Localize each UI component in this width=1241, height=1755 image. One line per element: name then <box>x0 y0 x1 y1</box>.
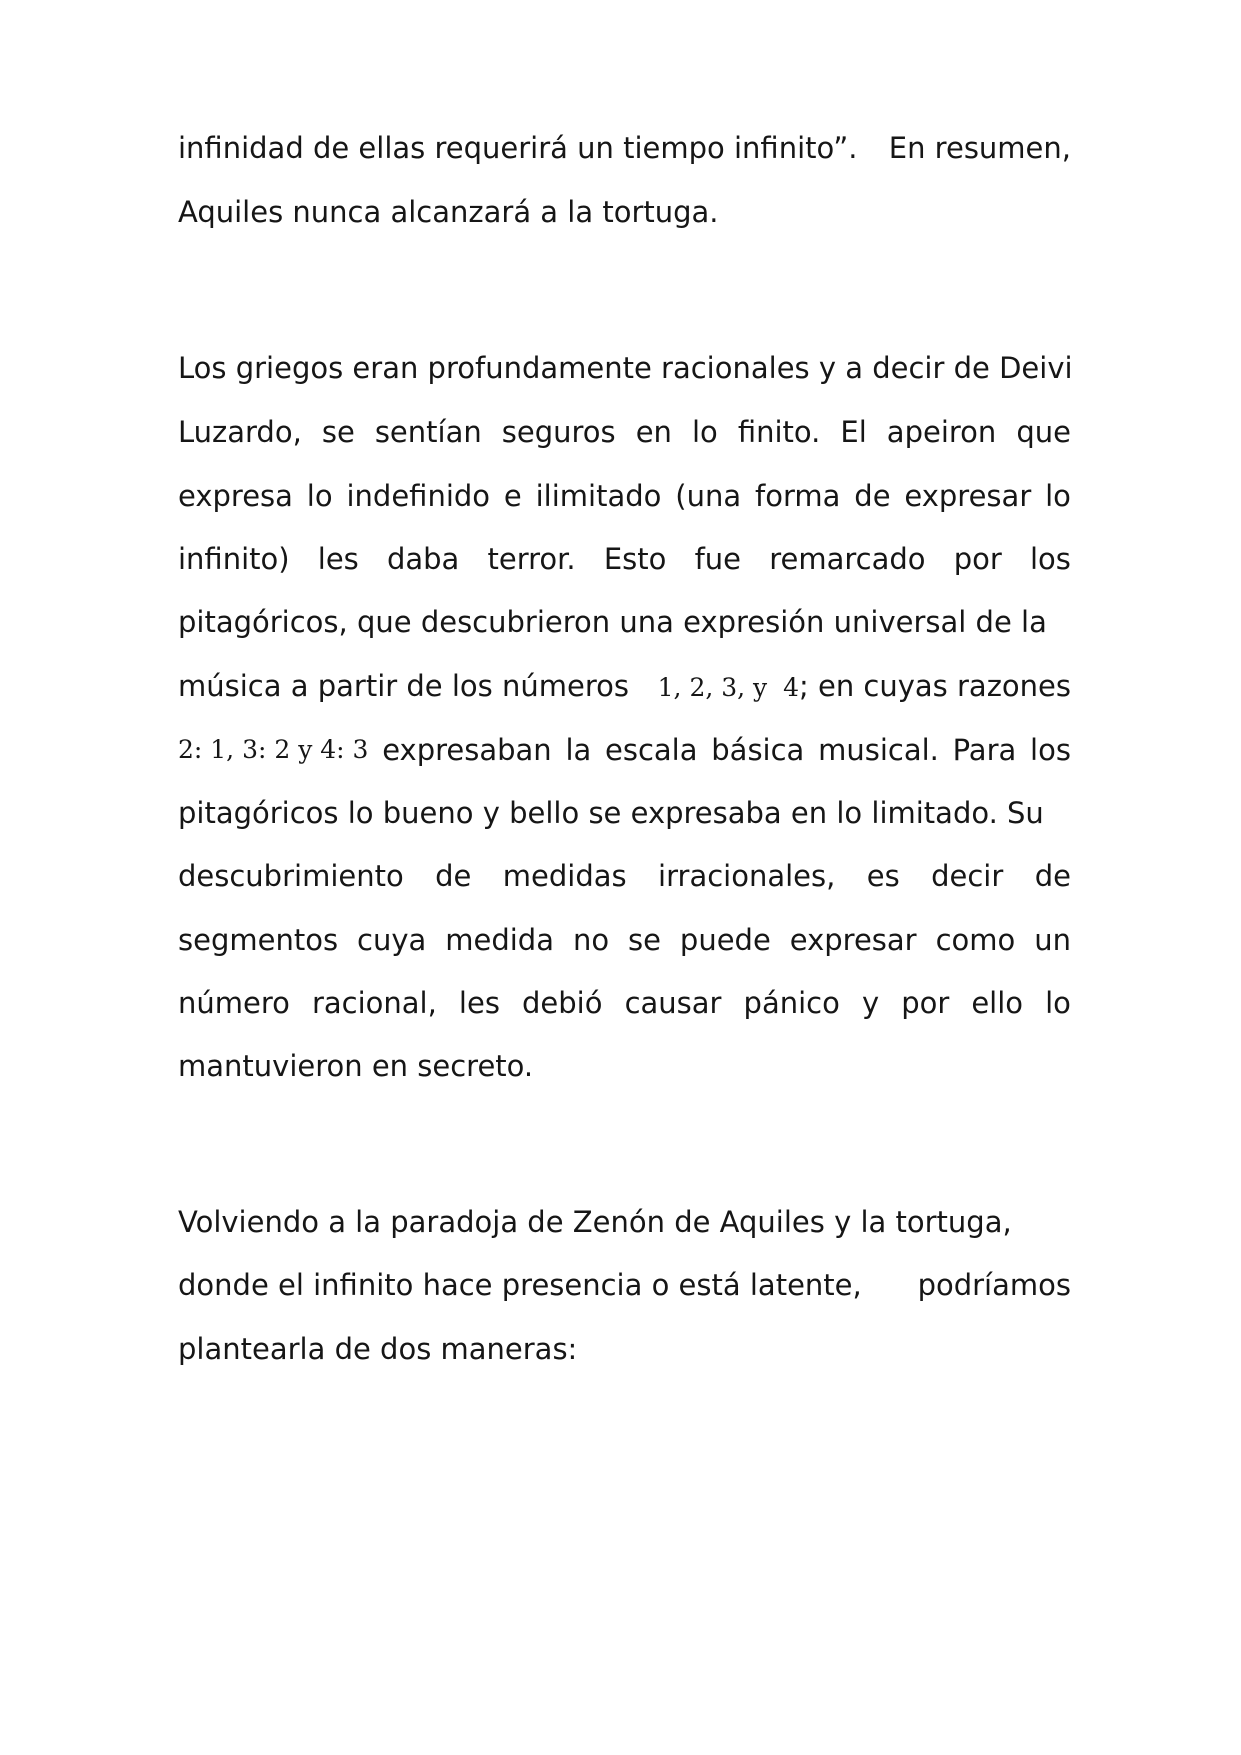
word: terror. <box>487 542 576 576</box>
word: cuya <box>357 923 427 957</box>
word: sentían <box>374 415 482 449</box>
paragraph-2-line-2 <box>178 412 1071 452</box>
paragraph-2-line-9 <box>178 856 1071 896</box>
word: pánico <box>743 986 840 1020</box>
word: es <box>866 859 900 893</box>
paragraph-2-line-10 <box>178 920 1071 960</box>
word: indefinido <box>346 479 491 513</box>
word: (una <box>675 479 742 513</box>
paragraph-2-line-12: mantuvieron en secreto. <box>178 1049 534 1083</box>
word: expresa <box>178 479 293 513</box>
word: básica <box>711 733 805 767</box>
text-segment: ; en cuyas razones <box>798 669 1071 703</box>
paragraph-3-line-1 <box>178 1202 1071 1242</box>
word: forma <box>755 479 841 513</box>
paragraph-3-line-2 <box>178 1265 1071 1305</box>
word: los <box>1029 542 1071 576</box>
paragraph-2-line-3 <box>178 476 1071 516</box>
word: lo <box>1045 986 1071 1020</box>
word: daba <box>386 542 460 576</box>
word: Esto <box>603 542 667 576</box>
word: medidas <box>502 859 627 893</box>
word: debió <box>522 986 603 1020</box>
word: puede <box>679 923 771 957</box>
word: descubrimiento <box>178 859 404 893</box>
word: remarcado <box>769 542 926 576</box>
word: causar <box>624 986 722 1020</box>
text-segment: música a partir de los números <box>178 669 629 703</box>
word: seguros <box>501 415 616 449</box>
text-segment: Los griegos eran profundamente racionales y a decir de Deivi <box>178 351 1073 385</box>
word: racional, <box>311 986 437 1020</box>
word: fue <box>694 542 742 576</box>
word: ello <box>971 986 1024 1020</box>
paragraph-2-line-11 <box>178 983 1071 1023</box>
word: El <box>840 415 867 449</box>
word: expresar <box>904 479 1032 513</box>
paragraph-1-line-2: Aquiles nunca alcanzará a la tortuga. <box>178 195 719 229</box>
word: les <box>458 986 500 1020</box>
word: les <box>317 542 359 576</box>
word: de <box>435 859 472 893</box>
word: musical. <box>818 733 939 767</box>
word: lo <box>691 415 718 449</box>
word: por <box>901 986 950 1020</box>
paragraph-2-line-8 <box>178 793 1071 833</box>
word: expresaban <box>382 733 552 767</box>
text-segment: donde el infinito hace presencia o está latente, <box>178 1268 862 1302</box>
word: e <box>503 479 522 513</box>
word: apeiron <box>886 415 997 449</box>
text-segment: Volviendo a la paradoja de Zenón de Aquiles y la tortuga, <box>178 1205 1012 1239</box>
text-segment: En resumen, <box>888 131 1071 165</box>
word: ilimitado <box>535 479 662 513</box>
word: se <box>628 923 661 957</box>
text-segment: pitagóricos, que descubrieron una expresión universal de la <box>178 605 1047 639</box>
word: irracionales, <box>658 859 836 893</box>
paragraph-2-line-5 <box>178 602 1071 642</box>
word: de <box>1034 859 1071 893</box>
word: número <box>178 986 290 1020</box>
word: se <box>321 415 355 449</box>
math-numbers: 1, 2, 3, y 4 <box>657 673 799 702</box>
paragraph-3-line-3: plantearla de dos maneras: <box>178 1332 578 1366</box>
paragraph-1-line-1 <box>178 128 1071 168</box>
paragraph-2-line-4 <box>178 539 1071 579</box>
word: Para <box>952 733 1017 767</box>
word: finito. <box>737 415 821 449</box>
word: no <box>572 923 610 957</box>
math-ratios: 2: 1, 3: 2 y 4: 3 <box>178 735 369 764</box>
text-segment: podríamos <box>917 1268 1071 1302</box>
word: lo <box>1045 479 1071 513</box>
word: lo <box>306 479 333 513</box>
word: infinito) <box>178 542 290 576</box>
word: segmentos <box>178 923 339 957</box>
text-segment: infinidad de ellas requerirá un tiempo infinito”. <box>178 131 858 165</box>
word: decir <box>931 859 1004 893</box>
word: y <box>861 986 880 1020</box>
paragraph-2-line-6 <box>178 666 1071 708</box>
text-segment: pitagóricos lo bueno y bello se expresaba en lo limitado. Su <box>178 796 1044 830</box>
word: un <box>1034 923 1071 957</box>
word: en <box>635 415 672 449</box>
word: como <box>935 923 1016 957</box>
word: que <box>1016 415 1071 449</box>
word: la <box>565 733 592 767</box>
word: de <box>854 479 891 513</box>
paragraph-2-line-1 <box>178 348 1071 388</box>
word: medida <box>445 923 554 957</box>
word: por <box>953 542 1002 576</box>
word: expresar <box>789 923 917 957</box>
word: los <box>1030 733 1071 767</box>
word: escala <box>605 733 698 767</box>
paragraph-2-line-7 <box>178 730 1071 770</box>
word: Luzardo, <box>178 415 302 449</box>
